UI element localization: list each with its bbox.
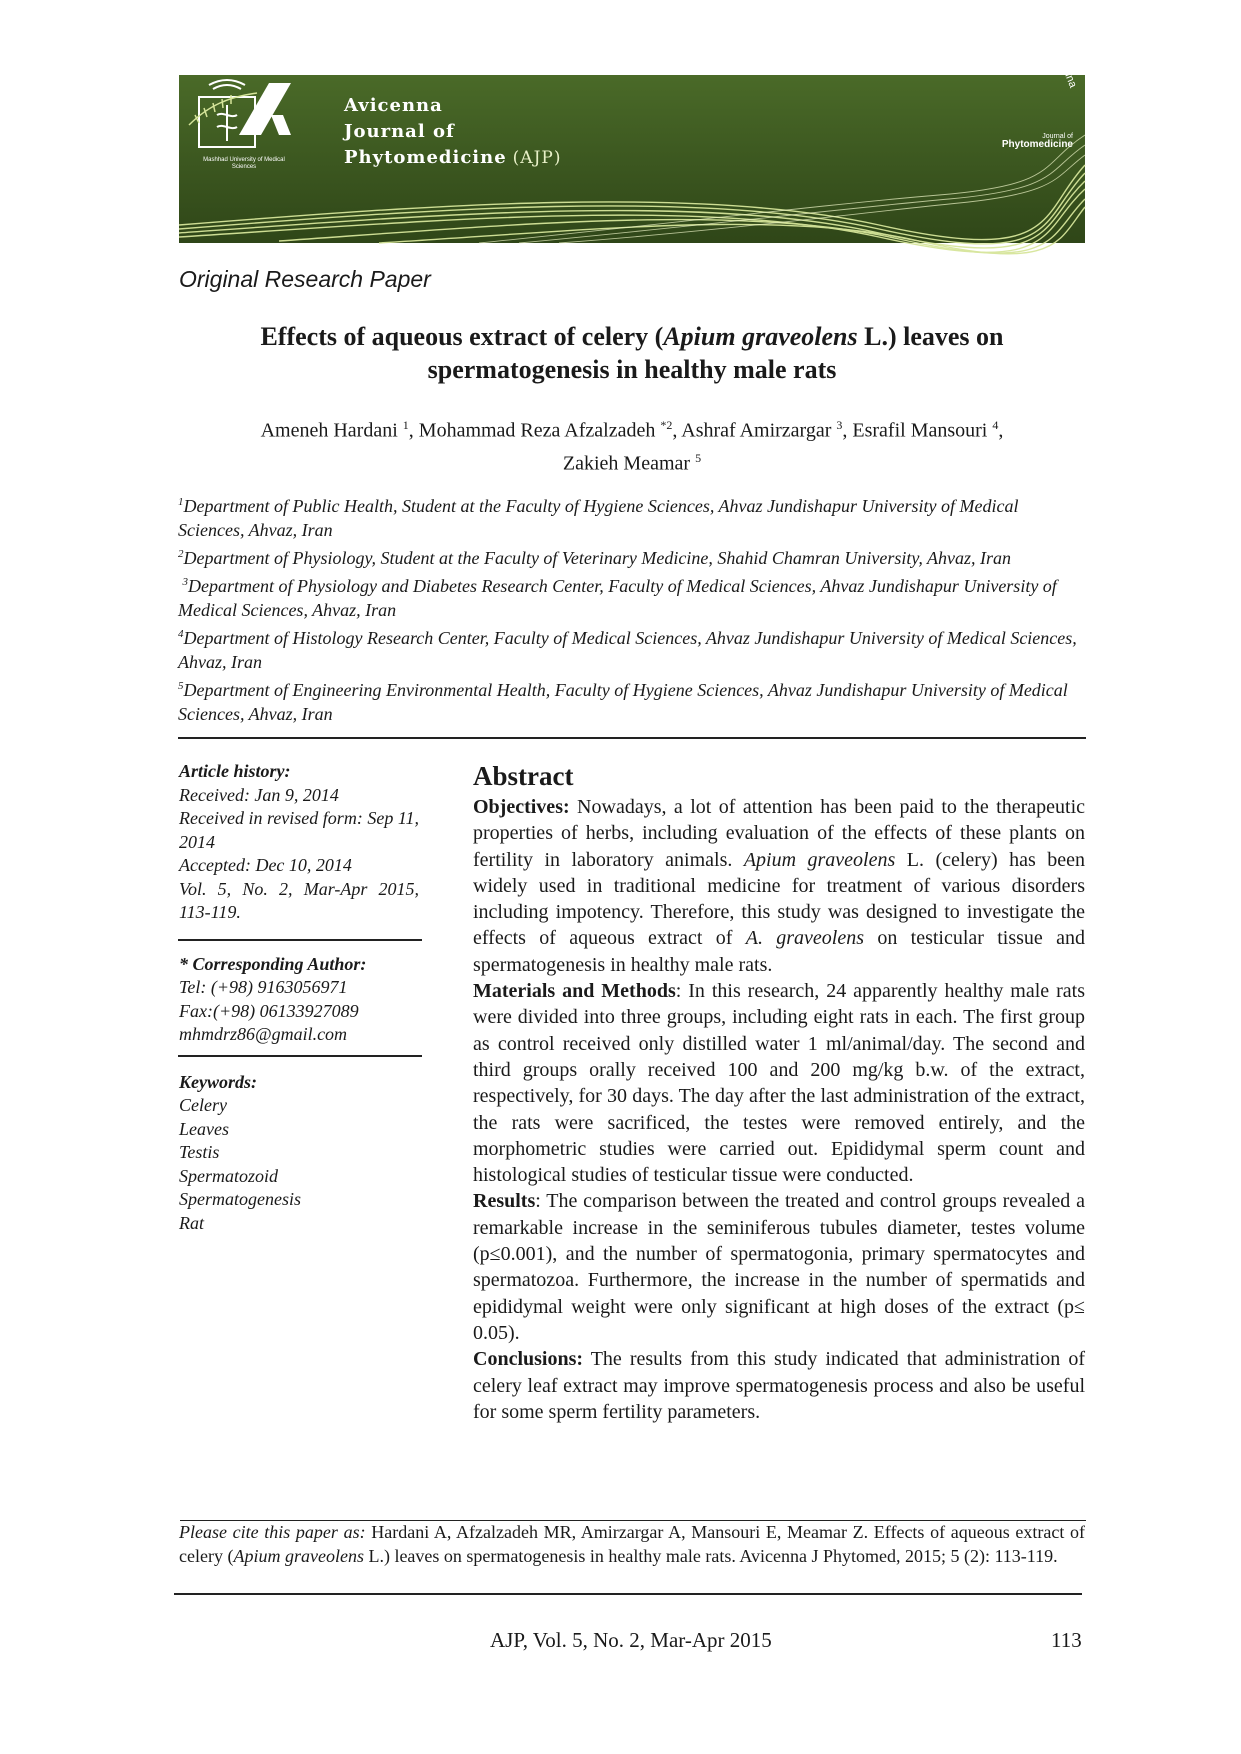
citation-bottom-divider	[174, 1593, 1082, 1595]
accepted-date: Accepted: Dec 10, 2014	[179, 855, 352, 875]
article-history	[179, 760, 419, 925]
affiliations	[178, 490, 1088, 726]
avicenna-logo-icon	[179, 75, 329, 171]
keyword-item: Leaves	[179, 1118, 229, 1139]
affiliation-item: $^4$Department of Histology Research Center, Faculty of Medical Sciences, Ahvaz Jundishapur University of Medical Sciences, Ahvaz, Iran	[178, 628, 1077, 672]
logo-caption-line2: Phytomedicine	[1001, 139, 1073, 150]
abstract-methods: Materials and Methods: In this research, 24 apparently healthy male rats were divided into three groups, including eight rats in each. The first group as control received only distilled water 1 ml/animal/day. The second and third groups orally received 100 and 200 mg/kg b.w. of the extract, respectively, for 30 days. The day after the last administration of the extract, the rats were sacrificed, the testes were removed entirely, and the morphometric studies were carried out. Epididymal sperm count and histological studies of testicular tissue were conducted.	[473, 980, 1085, 1187]
revised-date: Received in revised form: Sep 11, 2014	[179, 808, 419, 852]
citation-note: Please cite this paper as: Hardani A, Afzalzadeh MR, Amirzargar A, Mansouri E, Meamar Z. Effects of aqueous extract of celery (Apium graveolens L.) leaves on spermatogenesis in healthy male rats. Avicenna J Phytomed, 2015; 5 (2): 113-119.	[179, 1522, 1085, 1566]
footer-journal-info: AJP, Vol. 5, No. 2, Mar-Apr 2015	[490, 1628, 772, 1652]
article-history-heading: Article history:	[179, 761, 291, 781]
paper-title: Effects of aqueous extract of celery (Apium graveolens L.) leaves on spermatogenesis in healthy male rats	[260, 322, 1004, 384]
corresponding-email: mhmdrz86@gmail.com	[179, 1024, 348, 1044]
corresponding-tel: Tel: (+98) 9163056971	[179, 977, 348, 997]
affiliation-item: $^2$Department of Physiology, Student at the Faculty of Veterinary Medicine, Shahid Chamran University, Ahvaz, Iran	[178, 548, 1012, 568]
title-species-name: Apium graveolens	[663, 322, 858, 351]
affiliation-item: $^5$Department of Engineering Environmental Health, Faculty of Hygiene Sciences, Ahvaz Jundishapur University of Medical Sciences, Ahvaz, Iran	[178, 680, 1068, 724]
author-name: Mohammad Reza Afzalzadeh	[418, 419, 656, 442]
author-name: Zakieh Meamar	[562, 452, 691, 475]
abstract-heading: Abstract	[473, 761, 574, 791]
author-name: Ashraf Amirzargar	[681, 419, 832, 442]
volume-info: Vol. 5, No. 2, Mar-Apr 2015, 113-119.	[179, 878, 419, 922]
author-name: Esrafil Mansouri	[852, 419, 988, 442]
journal-name-line3: Phytomedicine (AJP)	[344, 147, 562, 168]
journal-name-line1: Avicenna	[344, 95, 443, 116]
university-name: Mashhad University of Medical Sciences	[203, 157, 285, 170]
logo-journal-caption	[933, 133, 1073, 149]
corresponding-author-heading: * Corresponding Author:	[179, 953, 367, 974]
header-divider	[178, 737, 1086, 739]
page-number: 113	[1051, 1628, 1082, 1652]
journal-name-line2: Journal of	[344, 121, 455, 142]
keyword-item: Celery	[179, 1095, 227, 1115]
logo-caption-line1: Journal of	[1042, 133, 1073, 140]
affiliation-item: $^3$Department of Physiology and Diabetes Research Center, Faculty of Medical Sciences, Ahvaz Jundishapur University of Medical Sciences, Ahvaz, Iran	[178, 576, 1057, 620]
affiliation-item: $^1$Department of Public Health, Student at the Faculty of Hygiene Sciences, Ahvaz Jundishapur University of Medical Sciences, Ahvaz, Iran	[178, 496, 1019, 540]
keyword-item: Rat	[179, 1212, 204, 1233]
journal-banner	[179, 49, 1085, 243]
abstract-conclusions: Conclusions: The results from this study indicated that administration of celery leaf extract may improve spermatogenesis process and also be useful for some sperm fertility parameters.	[473, 1348, 1085, 1423]
journal-name	[344, 93, 561, 171]
abstract-results: Results: The comparison between the treated and control groups revealed a remarkable increase in the seminiferous tubules diameter, testes volume (p≤0.001), and the number of spermatogonia, primary spermatocytes and spermatozoa. Furthermore, the increase in the number of spermatids and epididymal weight were only significant at high doses of the extract (p≤ 0.05).	[473, 1190, 1085, 1344]
keywords	[179, 1071, 419, 1236]
abstract-section	[473, 760, 1085, 1425]
author-list: Ameneh Hardani $^1$, Mohammad Reza Afzalzadeh $^{*2}$, Ashraf Amirzargar $^3$, Esrafil Mansouri $^4$, Zakieh Meamar $^5$	[260, 418, 1004, 475]
article-info-column	[179, 760, 419, 1235]
keyword-item: Testis	[179, 1142, 220, 1162]
corresponding-author	[179, 953, 419, 1047]
journal-abbreviation: (AJP)	[512, 148, 562, 168]
keyword-item: Spermatogenesis	[179, 1189, 301, 1209]
keywords-heading: Keywords:	[179, 1071, 257, 1092]
citation-label: Please cite this paper as:	[179, 1522, 366, 1542]
author-name: Ameneh Hardani	[260, 419, 398, 442]
corresponding-fax: Fax:(+98) 06133927089	[179, 1000, 359, 1021]
paper-type-label: Original Research Paper	[179, 266, 431, 292]
received-date: Received: Jan 9, 2014	[179, 784, 339, 805]
keyword-item: Spermatozoid	[179, 1165, 278, 1186]
abstract-objectives: Objectives: Nowadays, a lot of attention has been paid to the therapeutic properties of herbs, including evaluation of the effects of these plants on fertility in laboratory animals. Apium graveolens L. (celery) has been widely used in traditional medicine for treatment of various disorders including impotency. Therefore, this study was designed to investigate the effects of aqueous extract of A. graveolens on testicular tissue and spermatogenesis in healthy male rats.	[473, 796, 1085, 976]
logo-vertical-text: vicenna	[1053, 49, 1079, 90]
